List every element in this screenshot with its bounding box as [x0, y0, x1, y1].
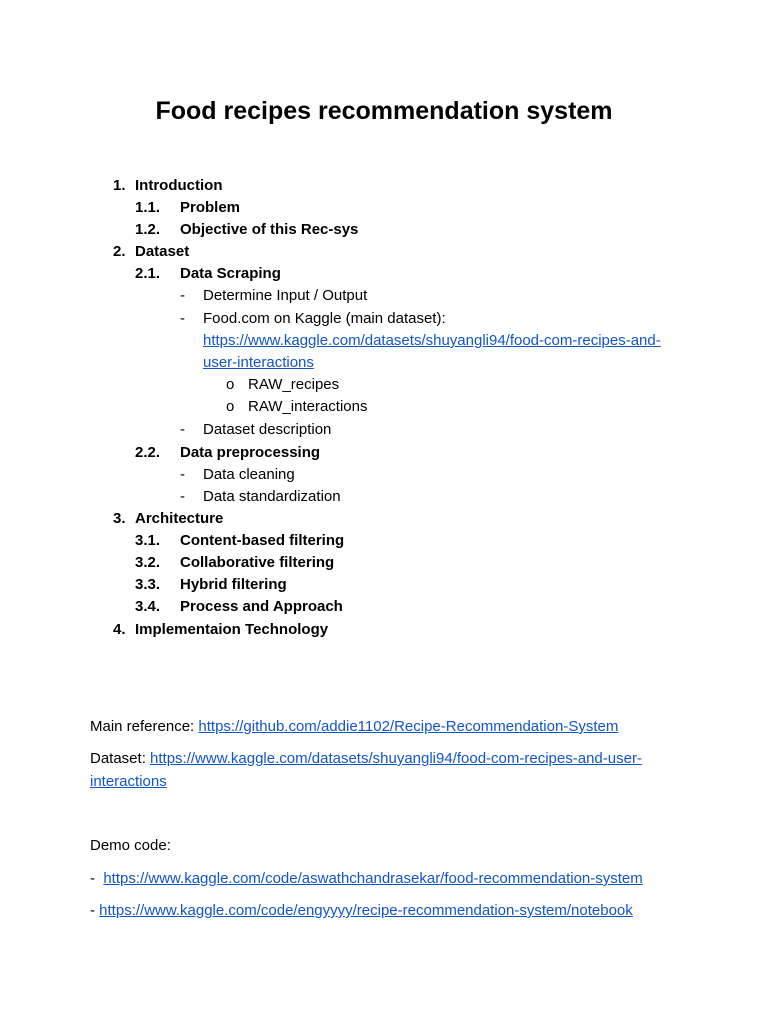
sub-bullet-text: RAW_interactions [248, 398, 368, 415]
main-reference-label: Main reference: [90, 718, 199, 735]
circle-bullet: o [226, 398, 235, 415]
dataset-link[interactable]: https://www.kaggle.com/datasets/shuyangli94/food-com-recipes-and- [203, 332, 661, 349]
demo-code-item-1 [90, 868, 643, 890]
main-reference [90, 716, 618, 738]
dataset-reference [90, 748, 642, 770]
outline-label: Problem [180, 199, 241, 216]
outline-number: 3.1. [135, 532, 161, 549]
dash-bullet: - [90, 870, 104, 887]
dash-bullet: - [90, 902, 100, 919]
dash-bullet: - [180, 421, 185, 438]
outline-label: Data preprocessing [180, 444, 321, 461]
outline-label: Introduction [135, 177, 223, 194]
outline-number: 3.4. [135, 598, 161, 615]
outline-label: Data Scraping [180, 265, 281, 282]
outline-label: Architecture [135, 510, 224, 527]
sub-bullet-text: RAW_recipes [248, 376, 340, 393]
outline-number: 4. [113, 621, 126, 638]
outline-number: 2.1. [135, 265, 161, 282]
bullet-text: Dataset description [203, 421, 332, 438]
dataset-reference-link[interactable]: https://www.kaggle.com/datasets/shuyangli94/food-com-recipes-and-user- [150, 750, 642, 767]
outline-number: 3.3. [135, 576, 161, 593]
outline-number: 3.2. [135, 554, 161, 571]
bullet-text: Data standardization [203, 488, 341, 505]
dash-bullet: - [180, 287, 185, 304]
bullet-text: Food.com on Kaggle (main dataset): [203, 310, 446, 327]
outline-number: 2.2. [135, 444, 161, 461]
bullet-text: Determine Input / Output [203, 287, 368, 304]
demo-code-item-2 [90, 900, 633, 922]
outline-number: 1.2. [135, 221, 161, 238]
outline-number: 2. [113, 243, 126, 260]
dash-bullet: - [180, 466, 185, 483]
outline-number: 1.1. [135, 199, 161, 216]
outline-number: 1. [113, 177, 126, 194]
demo-code-link-1[interactable]: https://www.kaggle.com/code/aswathchandrasekar/food-recommendation-system [103, 870, 643, 887]
document-title: Food recipes recommendation system [155, 97, 613, 125]
dataset-reference-cont [90, 771, 167, 793]
dataset-link-line-2[interactable] [203, 352, 314, 374]
outline-label: Dataset [135, 243, 190, 260]
dataset-link-line-1[interactable] [203, 330, 661, 352]
outline-label: Process and Approach [180, 598, 343, 615]
dash-bullet: - [180, 488, 185, 505]
outline-number: 3. [113, 510, 126, 527]
dataset-link[interactable]: user-interactions [203, 354, 314, 371]
demo-code-link-2[interactable]: https://www.kaggle.com/code/engyyyy/recipe-recommendation-system/notebook [99, 902, 633, 919]
circle-bullet: o [226, 376, 235, 393]
bullet-text: Data cleaning [203, 466, 295, 483]
demo-code-label: Demo code: [90, 837, 171, 854]
dash-bullet: - [180, 310, 185, 327]
dataset-reference-link[interactable]: interactions [90, 773, 167, 790]
main-reference-link[interactable]: https://github.com/addie1102/Recipe-Recommendation-System [198, 718, 619, 735]
outline-label: Hybrid filtering [180, 576, 287, 593]
outline-label: Implementaion Technology [135, 621, 329, 638]
outline-label: Objective of this Rec-sys [180, 221, 359, 238]
dataset-reference-label: Dataset: [90, 750, 151, 767]
outline-label: Content-based filtering [180, 532, 345, 549]
outline-label: Collaborative filtering [180, 554, 335, 571]
